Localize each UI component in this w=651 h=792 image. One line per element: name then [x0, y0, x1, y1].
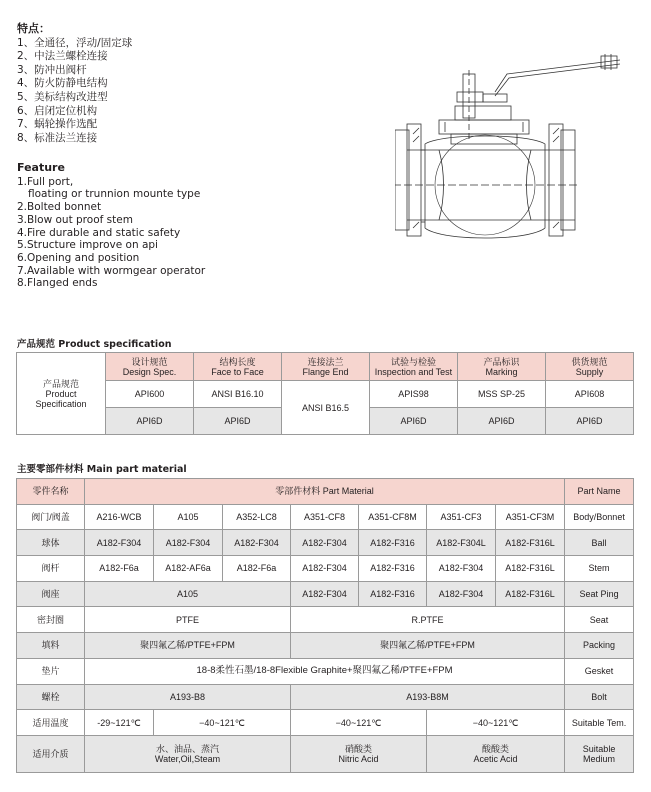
material-cell — [427, 735, 565, 772]
part-name-en: Seat — [565, 607, 634, 633]
feature-cn-item: 7、蜗轮操作选配 — [17, 118, 98, 131]
col-cn: 结构长度 — [219, 356, 256, 367]
part-name-en: Gesket — [565, 658, 634, 684]
material-cell: A182-F304 — [291, 581, 359, 607]
spec-cell: API608 — [546, 381, 634, 408]
part-name-cn: 球体 — [17, 530, 85, 556]
part-name-cn: 垫片 — [17, 658, 85, 684]
spec-col-header — [194, 353, 282, 381]
medium-en-label: Suitable — [582, 743, 616, 754]
material-cell: A182-F304 — [291, 530, 359, 556]
spec-cell: APIS98 — [370, 381, 458, 408]
part-name-en: Ball — [565, 530, 634, 556]
spec-cell: API6D — [546, 408, 634, 435]
col-cn: 试验与检验 — [390, 356, 436, 367]
part-name-en: Stem — [565, 556, 634, 582]
feature-en-item: 1.Full port, — [17, 175, 74, 188]
feature-en-item: floating or trunnion mounte type — [28, 188, 201, 201]
part-name-cn: 密封圈 — [17, 607, 85, 633]
part-name-en: Packing — [565, 633, 634, 659]
col-cn: 供货规范 — [571, 356, 608, 367]
material-cell: A352-LC8 — [223, 504, 291, 530]
feature-en-item: 3.Blow out proof stem — [17, 213, 133, 226]
feature-en-item: 8.Flanged ends — [17, 277, 98, 290]
material-cell: −40~121℃ — [291, 710, 427, 736]
part-name-en — [565, 735, 634, 772]
col-cn: 连接法兰 — [307, 356, 344, 367]
material-cell: A182-F304L — [427, 530, 496, 556]
part-name-en: Bolt — [565, 684, 634, 710]
material-cell — [291, 735, 427, 772]
material-cell: A182-F316 — [359, 556, 427, 582]
feature-cn-item: 5、美标结构改进型 — [17, 90, 108, 103]
spec-cell: API6D — [106, 408, 194, 435]
features-cn — [17, 22, 132, 145]
feature-cn-item: 1、全通径，浮动/固定球 — [17, 36, 133, 49]
features-en-title: Feature — [17, 161, 65, 174]
feature-en-item: 2.Bolted bonnet — [17, 201, 102, 214]
spec-cell: API6D — [194, 408, 282, 435]
feature-en-item: 4.Fire durable and static safety — [17, 226, 181, 239]
material-cell: A182-F304 — [427, 556, 496, 582]
medium-cn: 酸酸类 — [482, 743, 510, 754]
medium-cn: 水、油品、蒸汽 — [155, 743, 219, 754]
spec-row-header-cn: 产品规范 — [42, 378, 79, 389]
material-cell: A182-F316L — [496, 556, 565, 582]
material-cell: A193-B8M — [291, 684, 565, 710]
material-cell: A182-F304 — [85, 530, 154, 556]
spec-cell: API6D — [370, 408, 458, 435]
material-cell: 聚四氟乙稀/PTFE+FPM — [291, 633, 565, 659]
feature-cn-item: 6、启闭定位机构 — [17, 104, 98, 117]
material-section-title: 主要零部件材料 Main part material — [17, 464, 187, 475]
material-cell: -29~121℃ — [85, 710, 154, 736]
header-part-cn: 零件名称 — [17, 479, 85, 505]
medium-en-label: Medium — [583, 753, 616, 764]
material-cell: 18-8柔性石墨/18-8Flexible Graphite+聚四氟乙稀/PTFE+FPM — [85, 658, 565, 684]
part-name-cn: 阀杆 — [17, 556, 85, 582]
material-cell: A182-F316L — [496, 581, 565, 607]
feature-cn-item: 4、防火防静电结构 — [17, 77, 108, 90]
medium-en: Acetic Acid — [473, 753, 518, 764]
spec-cell: MSS SP-25 — [458, 381, 546, 408]
features-cn-title: 特点： — [17, 22, 50, 35]
part-name-cn: 填料 — [17, 633, 85, 659]
spec-cell: API6D — [458, 408, 546, 435]
feature-en-item: 5.Structure improve on api — [17, 239, 158, 252]
part-name-cn: 阀门/阀盖 — [17, 504, 85, 530]
part-name-en: Seat Ping — [565, 581, 634, 607]
material-cell: A182-F304 — [427, 581, 496, 607]
col-en: Marking — [485, 366, 518, 377]
part-name-cn: 阀座 — [17, 581, 85, 607]
spec-row-header-en2: Specification — [35, 398, 87, 409]
ball-valve-drawing — [395, 52, 635, 252]
col-en: Flange End — [302, 366, 349, 377]
header-part-material: 零部件材料 Part Material — [85, 479, 565, 505]
col-en: Supply — [575, 366, 604, 377]
material-cell: A105 — [154, 504, 223, 530]
col-cn: 产品标识 — [483, 356, 520, 367]
spec-col-header — [282, 353, 370, 381]
col-en: Face to Face — [211, 366, 264, 377]
material-cell: A182-F304 — [154, 530, 223, 556]
spec-row-header — [17, 353, 106, 435]
part-name-en: Suitable Tem. — [565, 710, 634, 736]
part-name-cn: 适用介质 — [17, 735, 85, 772]
material-cell: A182-F316 — [359, 530, 427, 556]
material-cell: A351-CF8M — [359, 504, 427, 530]
material-cell: A351-CF3M — [496, 504, 565, 530]
material-cell: A182-F316 — [359, 581, 427, 607]
material-cell: A351-CF8 — [291, 504, 359, 530]
material-cell: A216-WCB — [85, 504, 154, 530]
col-en: Inspection and Test — [374, 366, 453, 377]
feature-en-item: 6.Opening and position — [17, 251, 140, 264]
spec-col-header — [370, 353, 458, 381]
spec-col-header — [546, 353, 634, 381]
material-cell: A182-F304 — [291, 556, 359, 582]
medium-en: Nitric Acid — [338, 753, 379, 764]
features-en — [17, 162, 205, 290]
spec-row-header-en1: Product — [45, 388, 77, 399]
material-cell: 聚四氟乙稀/PTFE+FPM — [85, 633, 291, 659]
material-cell: A182-F6a — [223, 556, 291, 582]
material-cell: A105 — [85, 581, 291, 607]
material-cell: −40~121℃ — [427, 710, 565, 736]
spec-cell: ANSI B16.5 — [282, 381, 370, 435]
feature-en-item: 7.Available with wormgear operator — [17, 264, 206, 277]
medium-en: Water,Oil,Steam — [154, 753, 221, 764]
material-cell: A182-F316L — [496, 530, 565, 556]
col-en: Design Spec. — [122, 366, 177, 377]
col-cn: 设计规范 — [131, 356, 168, 367]
spec-table — [16, 352, 634, 435]
material-cell: A182-AF6a — [154, 556, 223, 582]
material-cell: R.PTFE — [291, 607, 565, 633]
spec-col-header — [106, 353, 194, 381]
material-cell: −40~121℃ — [154, 710, 291, 736]
material-cell: PTFE — [85, 607, 291, 633]
material-cell: A182-F6a — [85, 556, 154, 582]
spec-section-title: 产品规范 Product specification — [17, 339, 172, 350]
feature-cn-item: 3、防冲出阀杆 — [17, 63, 87, 76]
part-name-en: Body/Bonnet — [565, 504, 634, 530]
material-table — [16, 478, 634, 773]
material-cell: A351-CF3 — [427, 504, 496, 530]
material-cell: A182-F304 — [223, 530, 291, 556]
feature-cn-item: 2、中法兰螺栓连接 — [17, 50, 108, 63]
part-name-cn: 螺栓 — [17, 684, 85, 710]
feature-cn-item: 8、标准法兰连接 — [17, 131, 98, 144]
material-cell: A193-B8 — [85, 684, 291, 710]
spec-cell: API600 — [106, 381, 194, 408]
medium-cn: 硝酸类 — [344, 743, 372, 754]
material-cell — [85, 735, 291, 772]
part-name-cn: 适用温度 — [17, 710, 85, 736]
header-part-en: Part Name — [565, 479, 634, 505]
spec-col-header — [458, 353, 546, 381]
spec-cell: ANSI B16.10 — [194, 381, 282, 408]
